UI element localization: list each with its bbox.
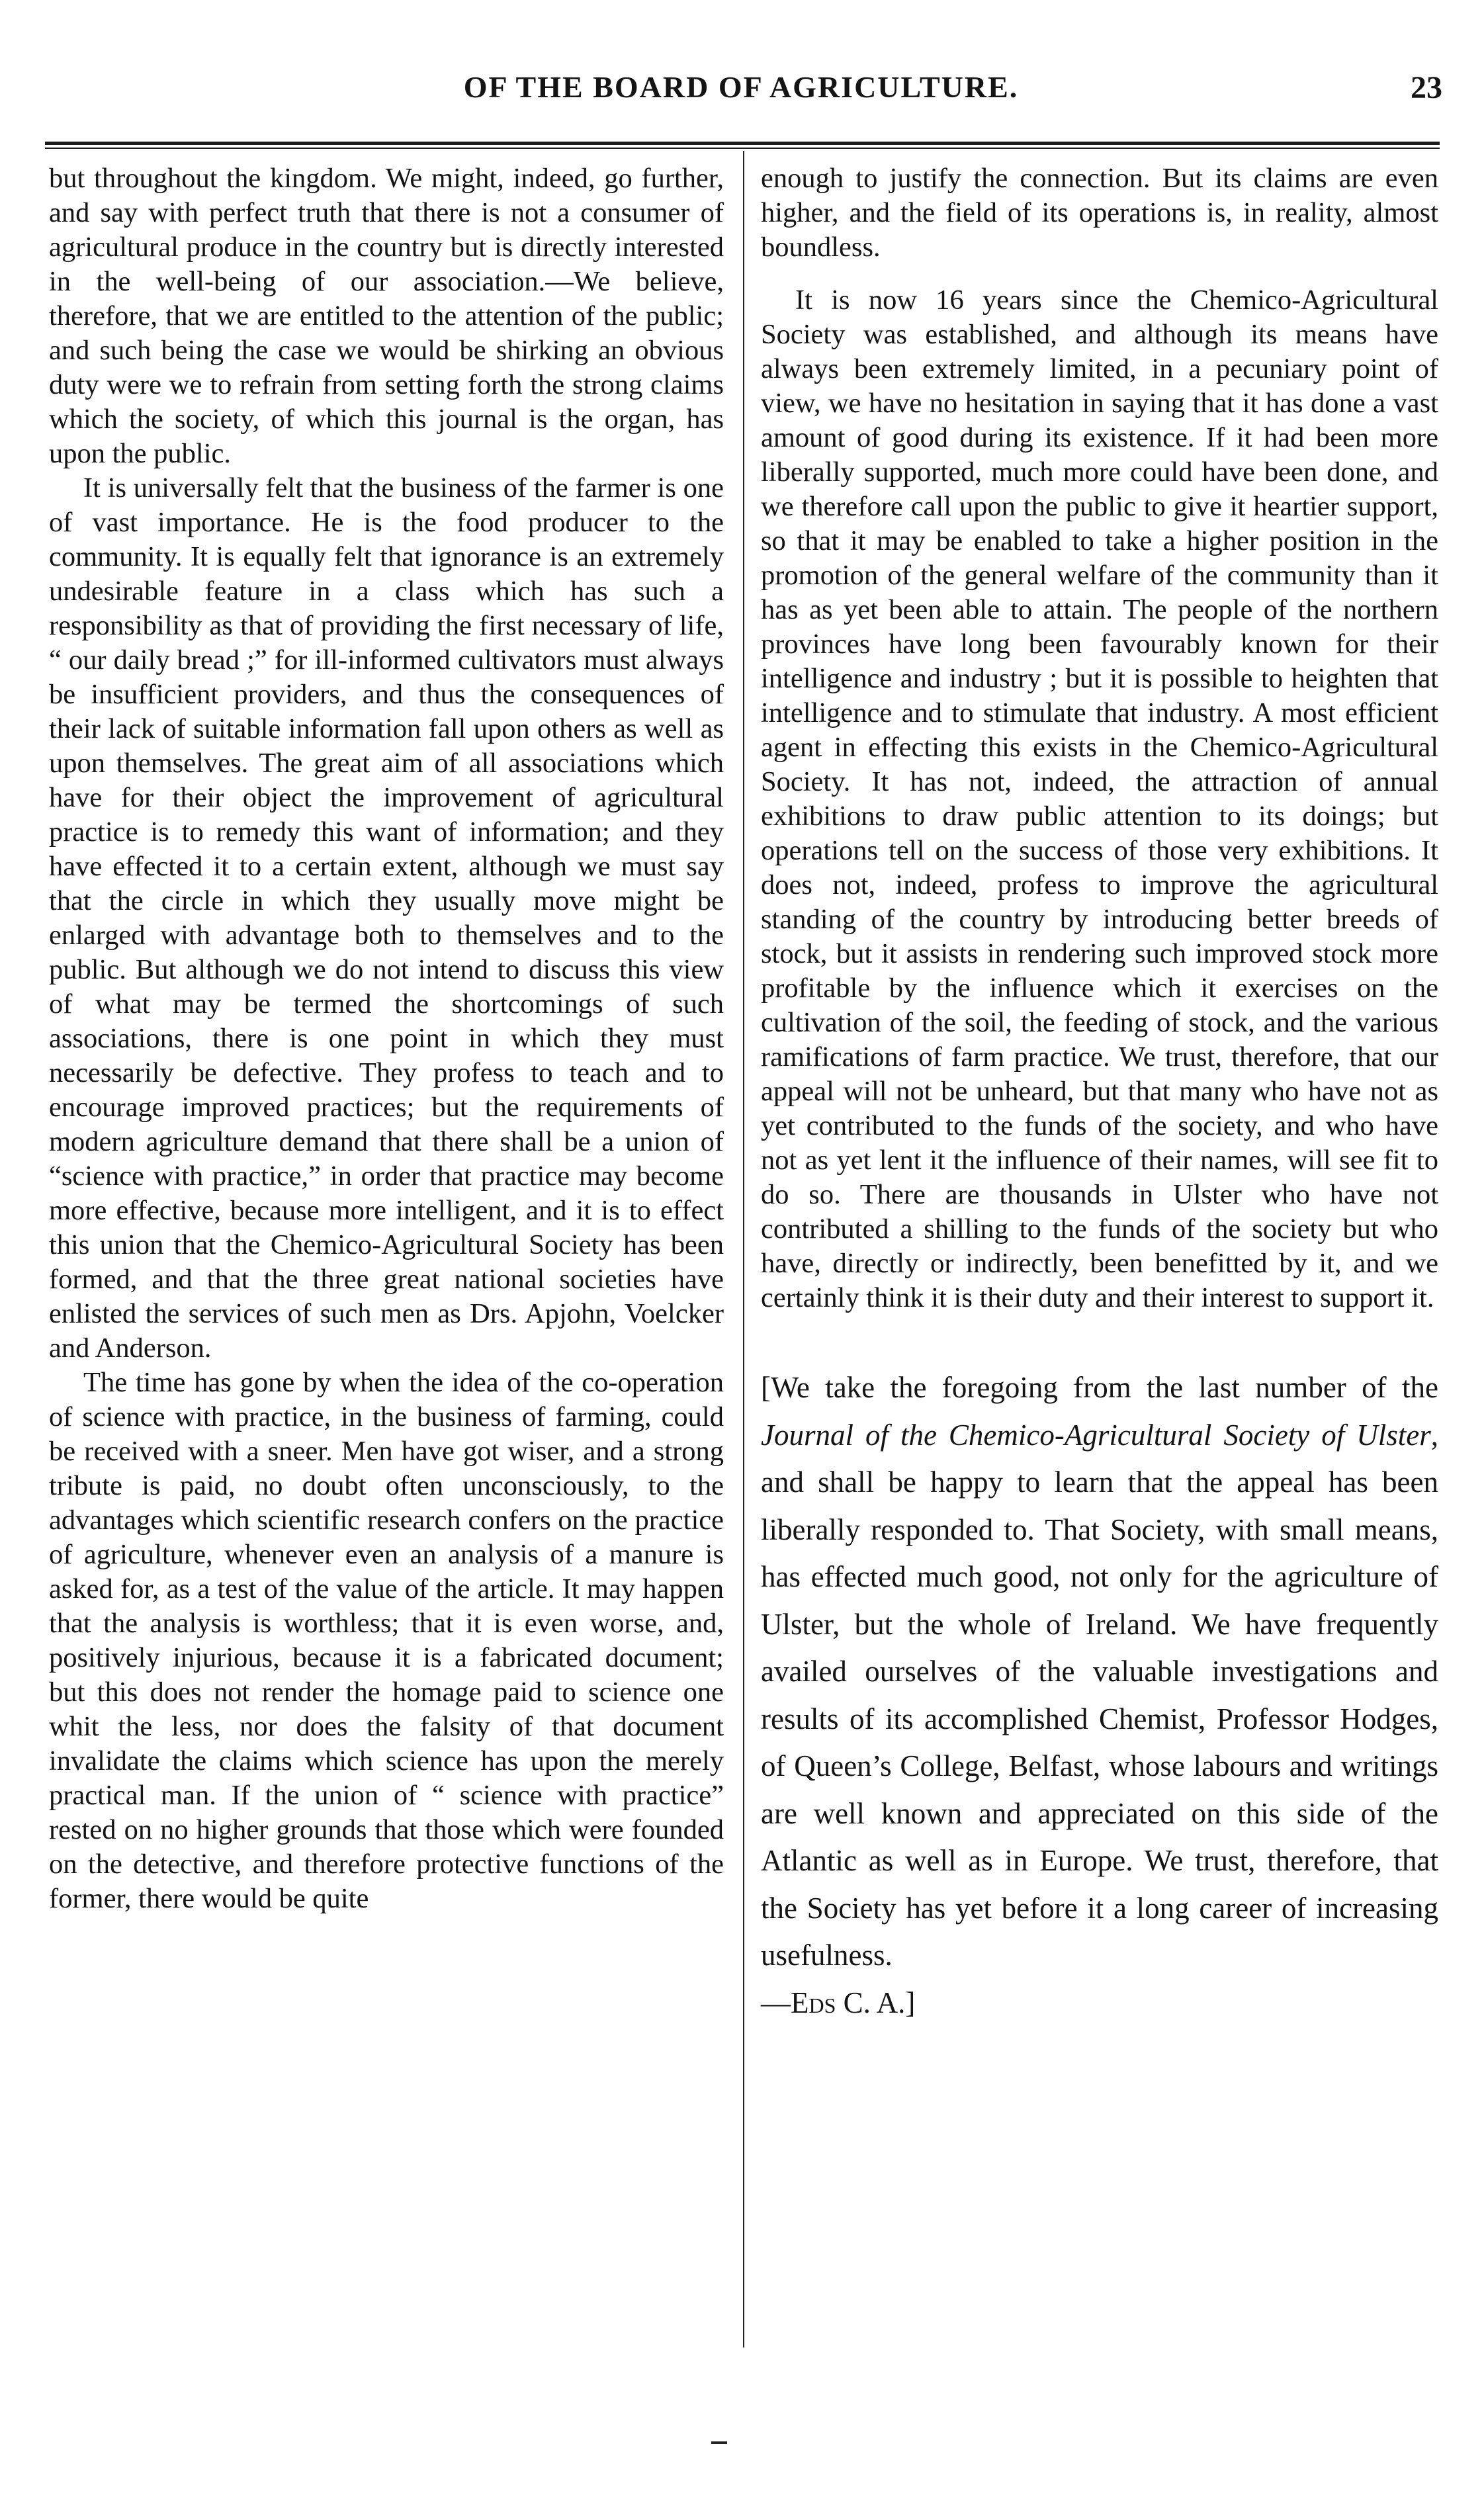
bottom-mark bbox=[711, 2441, 727, 2444]
editor-signature: —Eds C. A.] bbox=[761, 1986, 916, 2019]
running-head bbox=[40, 69, 1442, 116]
editor-note-body: , and shall be happy to learn that the appeal has been liberally responded to. That Society, with small means, has effected much good, not only for the agriculture of Ulster, but the whole of Ireland. We have frequently availed ourselves of the valuable investigations and results of its accomplished Chemist, Professor Hodges, of Queen’s College, Belfast, whose labours and writings are well known and appreciated on this side of the Atlantic as well as in Europe. We trust, therefore, that the Society has yet before it a long career of increasing usefulness. bbox=[761, 1418, 1438, 1972]
right-column bbox=[761, 161, 1438, 2027]
right-paragraph-2: It is now 16 years since the Chemico-Agricultural Society was established, and although its means have always been extremely limited, in a pecuniary point of view, we have no hesitation in saying that it has done a vast amount of good during its existence. If it had been more liberally supported, much more could have been done, and we therefore call upon the public to give it heartier support, so that it may be enabled to take a higher position in the promotion of the general welfare of the community than it has as yet been able to attain. The people of the northern provinces have long been favourably known for their intelligence and industry ; but it is possible to heighten that intelligence and to stimulate that industry. A most efficient agent in effecting this exists in the Chemico-Agricultural Society. It has not, indeed, the attraction of annual exhibitions to draw public attention to its doings; but operations tell on the success of those very exhibitions. It does not, indeed, profess to improve the agricultural standing of the country by introducing better breeds of stock, but it assists in rendering such improved stock more profitable by the influence which it exercises on the cultivation of the soil, the feeding of stock, and the various ramifications of farm practice. We trust, therefore, that our appeal will not be unheard, but that many who have not as yet contributed to the funds of the society, and who have not as yet lent it the influence of their names, will see fit to do so. There are thousands in Ulster who have not contributed a shilling to the funds of the society but who have, directly or indirectly, been benefitted by it, and we certainly think it is their duty and their interest to support it. bbox=[761, 285, 1438, 1313]
column-divider bbox=[743, 151, 744, 2347]
left-paragraph-2: It is universally felt that the business of the farmer is one of vast importance. He is the food producer to the community. It is equally felt that ignorance is an extremely undesirable feature in a class which has such a responsibility as that of providing the first necessary of life, “ our daily bread ;” for ill-informed cultivators must always be insufficient providers, and thus the consequences of their lack of suitable information fall upon others as well as upon themselves. The great aim of all associations which have for their object the improvement of agricultural practice is to remedy this want of information; and they have effected it to a certain extent, although we must say that the circle in which they usually move might be enlarged with advantage both to themselves and to the public. But although we do not intend to discuss this view of what may be termed the shortcomings of such associations, there is one point in which they must necessarily be defective. They profess to teach and to encourage improved practices; but the requirements of modern agriculture demand that there shall be a union of “science with practice,” in order that practice may become more effective, because more intelligent, and it is to effect this union that the Chemico-Agricultural Society has been formed, and that the three great national societies have enlisted the services of such men as Drs. Apjohn, Voelcker and Anderson. bbox=[49, 472, 724, 1364]
editor-note-intro: [We take the foregoing from the last number of the bbox=[761, 1371, 1438, 1404]
right-paragraph-1: enough to justify the connection. But its claims are even higher, and the field of its operations is, in reality, almost boundless. bbox=[761, 163, 1438, 263]
running-title: OF THE BOARD OF AGRICULTURE. bbox=[463, 70, 1019, 104]
left-paragraph-1: but throughout the kingdom. We might, indeed, go further, and say with perfect truth that there is not a consumer of agricultural produce in the country but is directly interested in the well-being of our association.—We believe, therefore, that we are entitled to the attention of the public; and such being the case we would be shirking an obvious duty were we to refrain from setting forth the strong claims which the society, of which this journal is the organ, has upon the public. bbox=[49, 163, 724, 469]
journal-title: Journal of the Chemico-Agricultural Society of Ulster bbox=[761, 1418, 1431, 1452]
editor-note bbox=[761, 1364, 1438, 2027]
left-paragraph-3: The time has gone by when the idea of the co-operation of science with practice, in the business of farming, could be received with a sneer. Men have got wiser, and a strong tribute is paid, no doubt often unconsciously, to the advantages which scientific research confers on the practice of agriculture, whenever even an analysis of a manure is asked for, as a test of the value of the article. It may happen that the analysis is worthless; that it is even worse, and, positively injurious, because it is a fabricated document; but this does not render the homage paid to science one whit the less, nor does the falsity of that document invalidate the claims which science has upon the merely practical man. If the union of “ science with practice” rested on no higher grounds that those which were founded on the detective, and therefore protective functions of the former, there would be quite bbox=[49, 1367, 724, 1914]
left-column bbox=[49, 161, 724, 1916]
page-number: 23 bbox=[1411, 70, 1442, 105]
header-rule bbox=[45, 142, 1440, 149]
